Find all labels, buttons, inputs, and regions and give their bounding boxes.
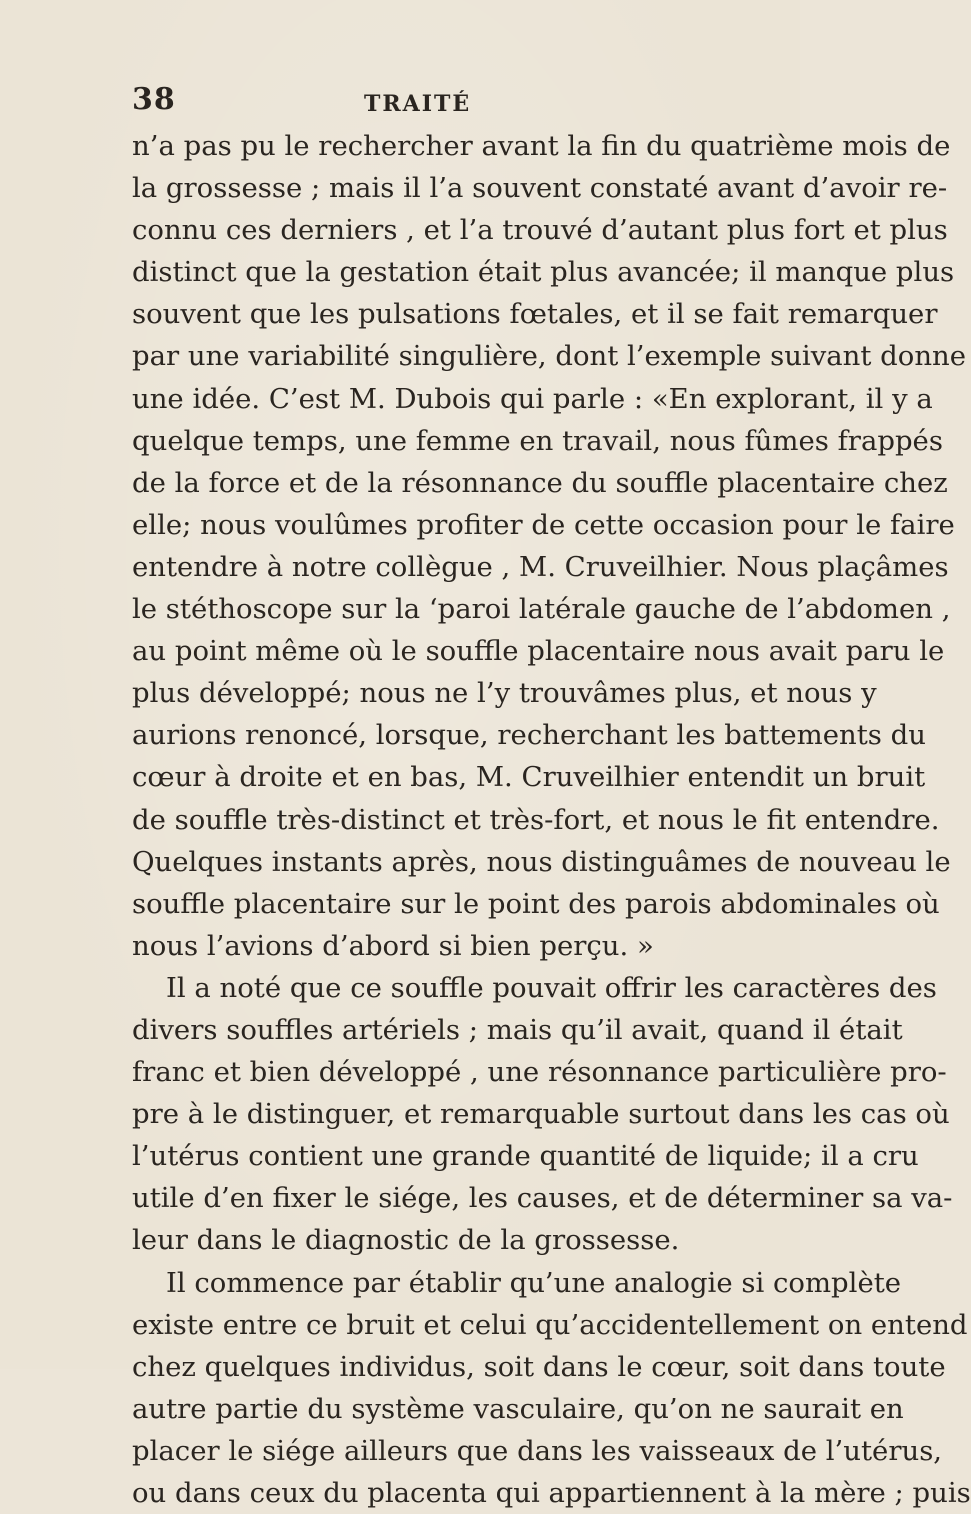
text-line: n’a pas pu le rechercher avant la fin du quatrième mois de xyxy=(132,130,951,162)
text-line: une idée. C’est M. Dubois qui parle : «En explorant, il y a xyxy=(132,382,933,415)
text-line: divers souffles artériels ; mais qu’il avait, quand il était xyxy=(132,1013,903,1046)
text-line: connu ces derniers , et l’a trouvé d’autant plus fort et plus xyxy=(132,214,948,247)
text-line: par une variabilité singulière, dont l’exemple suivant donne xyxy=(132,340,967,373)
text-line: placer le siége ailleurs que dans les vaisseaux de l’utérus, xyxy=(132,1434,943,1467)
text-line: cœur à droite et en bas, M. Cruveilhier entendit un bruit xyxy=(132,761,926,794)
text-line: de la force et de la résonnance du souffle placentaire chez xyxy=(132,466,948,499)
text-line: entendre à notre collègue , M. Cruveilhier. Nous plaçâmes xyxy=(132,550,949,583)
text-line: leur dans le diagnostic de la grossesse. xyxy=(132,1224,680,1257)
text-line: souffle placentaire sur le point des parois abdominales où xyxy=(132,887,940,920)
text-line: autre partie du système vasculaire, qu’on ne saurait en xyxy=(132,1392,904,1425)
text-line: de souffle très-distinct et très-fort, et nous le fit entendre. xyxy=(132,803,940,836)
text-line: ou dans ceux du placenta qui appartiennent à la mère ; puis xyxy=(132,1477,971,1509)
page-number: 38 xyxy=(132,82,176,117)
text-line: au point même où le souffle placentaire nous avait paru le xyxy=(132,635,945,668)
text-line: le stéthoscope sur la ‘paroi latérale gauche de l’abdomen , xyxy=(132,593,951,626)
page-header xyxy=(132,82,692,122)
text-line: Il a noté que ce souffle pouvait offrir les caractères des xyxy=(166,971,937,1004)
text-line: utile d’en fixer le siége, les causes, et de déterminer sa va- xyxy=(132,1182,953,1215)
text-line: quelque temps, une femme en travail, nous fûmes frappés xyxy=(132,424,943,457)
text-line: elle; nous voulûmes profiter de cette occasion pour le faire xyxy=(132,508,955,541)
text-line: chez quelques individus, soit dans le cœur, soit dans toute xyxy=(132,1350,946,1383)
text-line: aurions renoncé, lorsque, recherchant les battements du xyxy=(132,719,926,752)
text-line: la grossesse ; mais il l’a souvent constaté avant d’avoir re- xyxy=(132,172,948,205)
text-line: pre à le distinguer, et remarquable surtout dans les cas où xyxy=(132,1098,950,1131)
text-line: Quelques instants après, nous distinguâmes de nouveau le xyxy=(132,845,951,878)
text-line: franc et bien développé , une résonnance particulière pro- xyxy=(132,1056,947,1089)
body-text xyxy=(132,125,971,1514)
text-line: existe entre ce bruit et celui qu’accidentellement on entend xyxy=(132,1308,968,1341)
text-line: distinct que la gestation était plus avancée; il manque plus xyxy=(132,256,955,289)
text-line: plus développé; nous ne l’y trouvâmes plus, et nous y xyxy=(132,677,877,710)
text-line: l’utérus contient une grande quantité de liquide; il a cru xyxy=(132,1140,919,1173)
running-title: TRAITÉ xyxy=(364,91,472,117)
text-line: nous l’avions d’abord si bien perçu. » xyxy=(132,929,654,962)
text-line: souvent que les pulsations fœtales, et il se fait remarquer xyxy=(132,298,938,331)
text-line: Il commence par établir qu’une analogie si complète xyxy=(166,1266,902,1299)
